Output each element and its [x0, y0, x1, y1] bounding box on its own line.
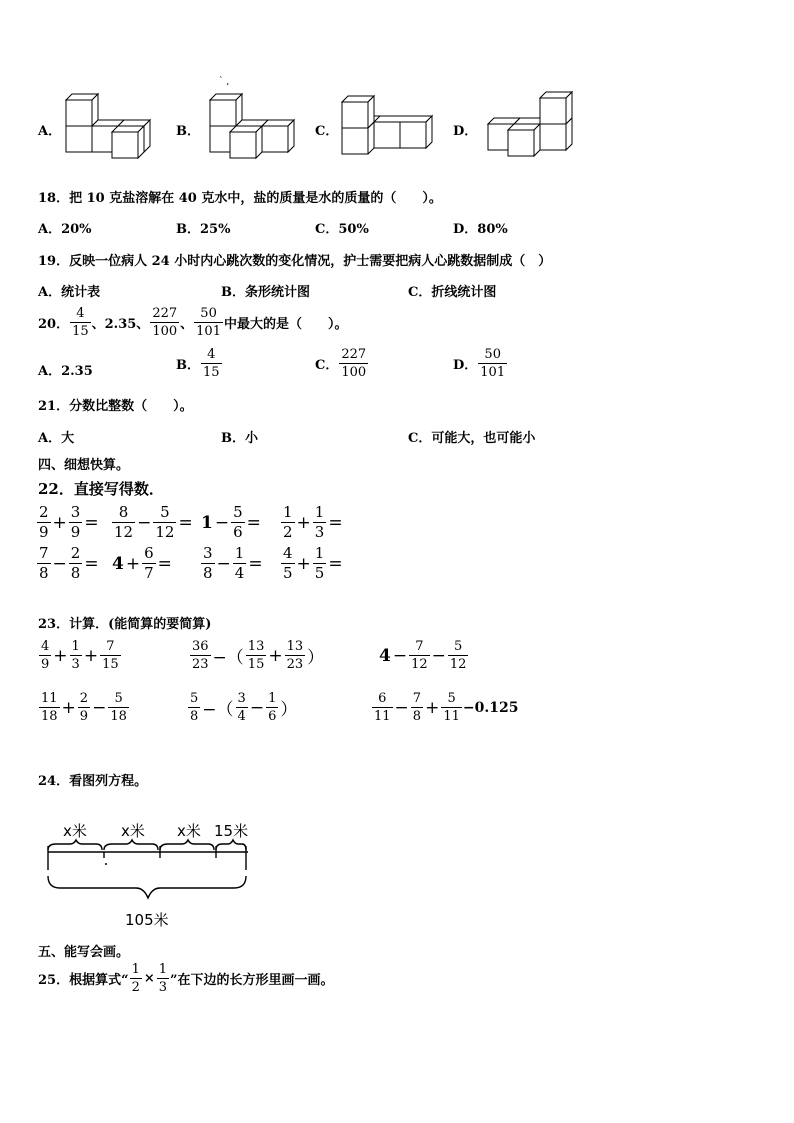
operator: +	[53, 645, 68, 666]
fraction: $\frac{11}{18}$	[41, 691, 58, 724]
operator: −	[216, 553, 231, 574]
fraction: $\frac{5}{12}$	[449, 639, 467, 672]
q19-option-c[interactable]: C．折线统计图	[408, 285, 497, 300]
q23-expr-1	[38, 640, 122, 671]
fraction: $\frac{7}{15}$	[102, 639, 119, 672]
q22-expr-r2c2	[111, 546, 173, 581]
fraction: $\frac{8}{12}$	[114, 503, 134, 541]
fraction: $\frac{5}{11}$	[443, 691, 460, 724]
q17-option-b-label[interactable]: B．	[176, 124, 200, 139]
operator: +	[61, 697, 76, 718]
fraction: $\frac{5}{8}$	[190, 691, 199, 724]
q20-option-c-label: C．	[315, 358, 339, 373]
q22-expr-r2c3	[200, 546, 264, 581]
fraction: $\frac{5}{12}$	[155, 503, 175, 541]
fraction: $\frac{7}{12}$	[411, 639, 428, 672]
operator: −	[431, 645, 446, 666]
operator: −（	[202, 700, 234, 720]
operator: +	[125, 553, 141, 574]
fraction: $\frac{5}{6}$	[233, 503, 243, 541]
q20-option-b-fraction: $\frac{4}{15}$	[203, 347, 220, 380]
q20-option-d-fraction: $\frac{50}{101}$	[480, 347, 506, 380]
q24-label-total: 105米	[125, 911, 169, 929]
equals: =	[246, 512, 261, 533]
decimal-term: −0.125	[462, 699, 519, 716]
q22-expr-r1c3	[200, 505, 262, 540]
q20-option-a[interactable]: A．2.35	[38, 364, 93, 379]
q23-expr-6	[371, 692, 518, 723]
q24-title: 24．看图列方程。	[38, 774, 148, 789]
brace-x1	[48, 840, 102, 850]
q18-stem: 18．把 10 克盐溶解在 40 克水中，盐的质量是水的质量的（ ）。	[38, 191, 442, 206]
q18-option-a[interactable]: A．20%	[38, 222, 92, 237]
q19-stem: 19．反映一位病人 24 小时内心跳次数的变化情况，护士需要把病人心跳数据制成（ ）	[38, 254, 552, 269]
fraction: $\frac{2}{9}$	[79, 691, 89, 724]
equals: =	[328, 553, 343, 574]
fraction: $\frac{7}{8}$	[412, 691, 422, 724]
operator: −	[92, 697, 107, 718]
fraction: $\frac{5}{18}$	[110, 691, 127, 724]
q22-expr-r1c4	[280, 505, 344, 540]
q19-option-b[interactable]: B．条形统计图	[221, 285, 310, 300]
times-operator: ×	[143, 971, 155, 986]
q23-expr-4	[38, 692, 130, 723]
q23-expr-2	[189, 640, 325, 671]
q24-label-15: 15米	[214, 822, 249, 840]
equals: =	[178, 512, 193, 533]
q20-option-b-label: B．	[176, 358, 200, 373]
q20-separator: 、	[180, 317, 194, 332]
fraction: $\frac{4}{5}$	[283, 544, 293, 582]
fraction: $\frac{2}{8}$	[70, 544, 81, 582]
fraction: $\frac{7}{8}$	[39, 544, 49, 582]
fraction: $\frac{13}{23}$	[286, 639, 304, 672]
q17-figure-a[interactable]	[66, 94, 156, 162]
q20-number: 20．	[38, 317, 70, 332]
q24-line-diagram	[44, 838, 249, 904]
q25-stem	[38, 963, 334, 994]
q24-label-x1: x米	[63, 822, 87, 840]
q21-option-c[interactable]: C．可能大，也可能小	[408, 431, 536, 446]
q25-post-text: ”在下边的长方形里画一画。	[170, 973, 334, 988]
q22-expr-r1c1	[36, 505, 100, 540]
fraction: $\frac{1}{6}$	[268, 691, 277, 724]
operator: +	[425, 697, 440, 718]
q22-expr-r2c4	[280, 546, 344, 581]
q25-pre-text: 25．根据算式“	[38, 973, 129, 988]
q17-figure-marks: ` ,	[219, 77, 230, 87]
fraction: $\frac{6}{11}$	[374, 691, 391, 724]
q20-stem	[38, 307, 348, 338]
fraction: $\frac{1}{3}$	[314, 503, 325, 541]
fraction: $\frac{1}{2}$	[283, 503, 293, 541]
q20-fraction-50-101: $\frac{50}{101}$	[196, 306, 221, 339]
q21-stem: 21．分数比整数（ ）。	[38, 399, 193, 414]
q20-mid-text: 、2.35、	[91, 317, 150, 332]
q20-fraction-227-100: $\frac{227}{100}$	[152, 306, 178, 339]
operator: −（	[212, 648, 244, 668]
equals: =	[84, 553, 99, 574]
equals: =	[248, 553, 263, 574]
brace-x3	[160, 840, 214, 850]
operator: −	[249, 697, 265, 718]
q23-expr-3	[378, 640, 469, 671]
q22-expr-r1c2	[111, 505, 194, 540]
q17-option-c-label[interactable]: C．	[315, 124, 339, 139]
fraction: $\frac{1}{3}$	[71, 639, 80, 672]
q18-option-c[interactable]: C．50%	[315, 222, 369, 237]
q21-option-a[interactable]: A．大	[38, 431, 75, 446]
q20-option-b[interactable]	[176, 348, 223, 379]
equals: =	[157, 553, 172, 574]
q20-option-d[interactable]	[453, 348, 508, 379]
q22-expr-r2c1	[36, 546, 100, 581]
equals: =	[328, 512, 343, 533]
q17-figure-c[interactable]	[342, 96, 434, 158]
operator: +	[268, 645, 283, 666]
q25-fraction-1-2: $\frac{1}{2}$	[131, 962, 140, 995]
q23-title: 23．计算．(能简算的要简算)	[38, 617, 212, 632]
fraction: $\frac{36}{23}$	[192, 639, 209, 672]
q20-option-c[interactable]	[315, 348, 369, 379]
q17-figure-d[interactable]	[488, 92, 578, 160]
operator: +	[296, 553, 311, 574]
fraction: $\frac{3}{8}$	[203, 544, 213, 582]
fraction: $\frac{1}{4}$	[234, 544, 245, 582]
whole-number: 4	[379, 645, 391, 666]
operator: −	[137, 512, 152, 533]
brace-x2	[104, 840, 158, 850]
q17-option-d-label[interactable]: D．	[453, 124, 478, 139]
q17-figure-b[interactable]	[210, 94, 300, 162]
equals: =	[84, 512, 99, 533]
brace-total	[48, 876, 246, 898]
operator: −	[52, 553, 67, 574]
q24-label-x3: x米	[177, 822, 201, 840]
whole-number: 1	[201, 512, 213, 533]
q24-label-x2: x米	[121, 822, 145, 840]
q19-option-a[interactable]: A．统计表	[38, 285, 101, 300]
fraction: $\frac{2}{9}$	[39, 503, 49, 541]
q23-expr-5	[187, 692, 298, 723]
q20-option-d-label: D．	[453, 358, 478, 373]
bracket: ）	[280, 700, 298, 720]
section-4-heading: 四、细想快算。	[38, 458, 130, 473]
operator: −	[394, 697, 409, 718]
fraction: $\frac{4}{9}$	[41, 639, 50, 672]
q20-option-c-fraction: $\frac{227}{100}$	[341, 347, 367, 380]
operator: −	[214, 512, 230, 533]
q25-fraction-1-3: $\frac{1}{3}$	[158, 962, 168, 995]
operator: −	[392, 645, 408, 666]
q18-option-b[interactable]: B．25%	[176, 222, 231, 237]
q18-option-d[interactable]: D．80%	[453, 222, 508, 237]
section-5-heading: 五、能写会画。	[38, 945, 130, 960]
q17-option-a-label[interactable]: A．	[38, 124, 62, 139]
fraction: $\frac{3}{9}$	[70, 503, 81, 541]
q20-tail: 中最大的是（ ）。	[223, 317, 348, 332]
brace-15	[216, 840, 246, 850]
q20-fraction-4-15: $\frac{4}{15}$	[72, 306, 89, 339]
fraction: $\frac{1}{5}$	[314, 544, 325, 582]
operator: +	[296, 512, 311, 533]
fraction: $\frac{6}{7}$	[144, 544, 154, 582]
q22-title: 22．直接写得数．	[38, 480, 164, 498]
fraction: $\frac{13}{15}$	[247, 639, 265, 672]
operator: +	[52, 512, 67, 533]
q21-option-b[interactable]: B．小	[221, 431, 258, 446]
fraction: $\frac{3}{4}$	[237, 691, 246, 724]
bracket: ）	[307, 648, 325, 668]
whole-number: 4	[112, 553, 124, 574]
operator: +	[83, 645, 99, 666]
